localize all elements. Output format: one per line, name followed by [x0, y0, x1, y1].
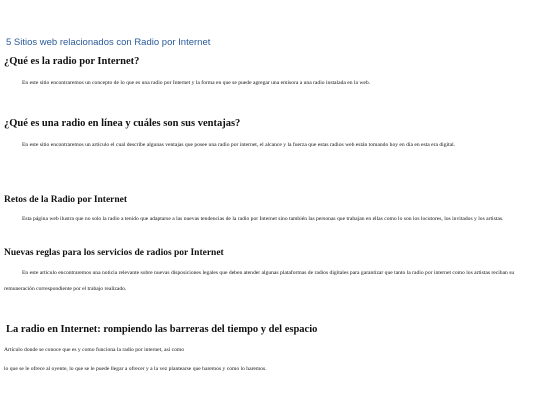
section-title-retos-radio-internet: Retos de la Radio por Internet [4, 195, 128, 205]
section-body-line-1-rompiendo-barreras: Artículo donde se conoce que es y como funciona la radio por internet, así como [4, 347, 185, 353]
section-body-nuevas-reglas: En este artículo encontraremos una noticia relevante sobre nuevas disposiciones legales que deben atender algunas plataformas de radios digitales para garantizar que tanto la radio por internet como los artistas reciban su remuneración correspondiente por el trabajo realizado. [4, 270, 515, 292]
section-body-retos-radio-internet: Esta página web ilustra que no solo la radio a tenido que adaptarse a las nuevas tendencias de la radio por Internet sino también las personas que trabajan en ellas como lo son los locutores, los invitados y los artistas. [22, 216, 504, 222]
section-title-que-es-radio-internet: ¿Qué es la radio por Internet? [4, 56, 140, 67]
section-body-que-es-radio-internet: En este sitio encontraremos un concepto de lo que es una radio por Internet y la forma en que se puede agregar una emisora a una radio instalada en la web. [22, 80, 371, 86]
page-heading-link[interactable]: 5 Sitios web relacionados con Radio por Internet [6, 37, 211, 48]
section-title-radio-en-linea-ventajas: ¿Qué es una radio en línea y cuáles son sus ventajas? [4, 118, 241, 129]
section-title-nuevas-reglas: Nuevas reglas para los servicios de radios por Internet [4, 248, 224, 258]
section-title-rompiendo-barreras: La radio en Internet: rompiendo las barreras del tiempo y del espacio [6, 324, 318, 335]
section-body-line-2-rompiendo-barreras: lo que se le ofrece al oyente, lo que se le puede llegar a ofrecer y a la vez plantearse que haremos y como lo haremos. [4, 366, 267, 372]
section-body-radio-en-linea-ventajas: En este sitio encontraremos un artículo el cual describe algunas ventajas que posee una radio por internet, el alcance y la fuerza que estas radios web están tomando hoy en día en esta era digital. [22, 142, 456, 148]
